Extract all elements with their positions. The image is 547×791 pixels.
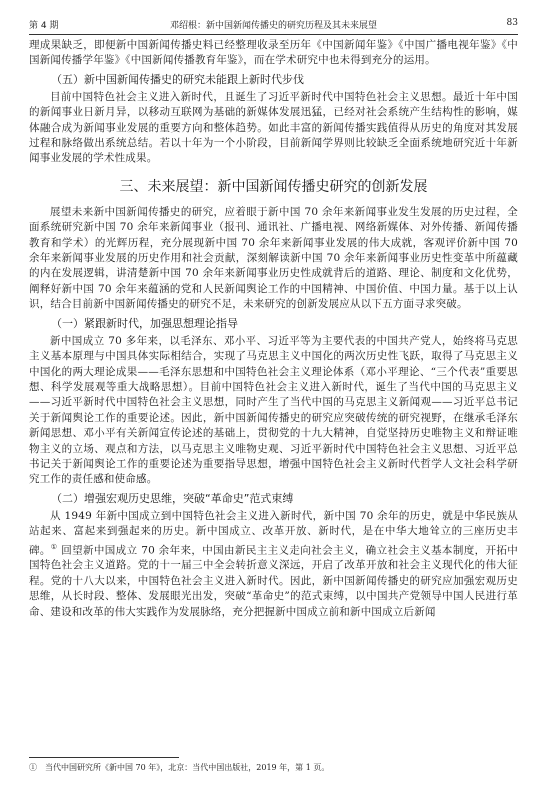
issue-number: 第 4 期 <box>29 21 59 31</box>
paragraph-continued: 理成果缺乏，即便新中国新闻传播史料已经整理收录至历年《中国新闻年鉴》《中国广播电视年鉴》《中国新闻传播学年鉴》《中国新闻传播教育年鉴》，而在学术研究中也未得到充分的运用。 <box>29 39 518 67</box>
running-header <box>29 14 518 35</box>
paragraph-2-part-a: 从 1949 年新中国成立到中国特色社会主义进入新时代，新中国 70 余年的历史，就是中华民族从站起来、富起来到强起来的历史。新中国成立、改革开放、新时代，是在中华大地耸立的三座历史丰碑。 <box>29 509 518 557</box>
paragraph-2-part-b: 回望新中国成立 70 余年来，中国由新民主主义走向社会主义，确立社会主义基本制度，开拓中国特色社会主义道路。党的十一届三中全会转折意义深远，开启了改革开放和社会主义现代化的伟大征程。党的十八大以来，中国特色社会主义进入新时代。因此，新中国新闻传播史的研究应加强宏观历史思维，从长时段、整体、发展眼光出发，突破“革命史”的范式束缚，以中国共产党领导中国人民进行革命、建设和改革的伟大实践作为发展脉络，充分把握新中国成立前和新中国成立后新闻 <box>29 544 518 618</box>
footnote-marker: ① <box>50 542 58 551</box>
subheading-2: （二）增强宏观历史思维，突破“革命史”范式束缚 <box>51 491 294 505</box>
subheading-1: （一）紧跟新时代，加强思想理论指导 <box>51 316 238 330</box>
paragraph-1: 新中国成立 70 多年来，以毛泽东、邓小平、习近平等为主要代表的中国共产党人，始终将马克思主义基本原理与中国具体实际相结合，实现了马克思主义中国化的两次历史性飞跃，取得了马克思主义中国化的两大理论成果——毛泽东思想和中国特色社会主义理论体系（邓小平理论、“三个代表”重要思想、科学发展观等重大战略思想）。目前中国特色社会主义进入新时代，诞生了当代中国的马克思主义——习近平新时代中国特色社会主义思想，同时产生了当代中国的马克思主义新闻观——习近平总书记关于新闻舆论工作的重要论述。因此，新中国新闻传播史的研究应突破传统的研究视野，在继承毛泽东新闻思想、邓小平有关新闻宣传论述的基础上，贯彻党的十九大精神，自觉坚持历史唯物主义和辩证唯物主义的立场、观点和方法，以马克思主义唯物史观、习近平新时代中国特色社会主义思想、习近平总书记关于新闻舆论工作的重要论述为重要指导思想，增强中国特色社会主义新时代哲学人文社会科学研究工作的责任感和使命感。 <box>29 334 518 486</box>
subheading-5: （五）新中国新闻传播史的研究未能跟上新时代步伐 <box>51 72 304 86</box>
page-number: 83 <box>506 18 518 28</box>
paragraph-2 <box>29 509 518 620</box>
running-title: 邓绍根：新中国新闻传播史的研究历程及其未来展望 <box>169 21 377 31</box>
paragraph-5: 目前中国特色社会主义进入新时代，且诞生了习近平新时代中国特色社会主义思想。最近十年中国的新闻事业日新月异，以移动互联网为基础的新媒体发展迅猛，已经对社会系统产生结构性的影响，媒体融合成为新闻事业发展的重要方向和整体趋势。如此丰富的新闻传播实践值得从历史的角度对其发展过程和脉络做出系统总结。若以十年为一个小阶段，目前新闻学界则比较缺乏全面系统地研究近十年新闻事业发展的学术性成果。 <box>29 90 518 165</box>
article-body <box>29 38 518 620</box>
footnote: ① 当代中国研究所《新中国 70 年》，北京：当代中国出版社，2019 年，第 1 页。 <box>29 763 330 772</box>
section-heading-3: 三、未来展望：新中国新闻传播史研究的创新发展 <box>119 178 428 195</box>
footnote-divider <box>29 757 179 758</box>
paragraph-intro: 展望未来新中国新闻传播史的研究，应着眼于新中国 70 余年来新闻事业发生发展的历史过程，全面系统研究新中国 70 余年来新闻事业（报刊、通讯社、广播电视、网络新媒体、对外传播、新闻传播教育和学术）的光辉历程，充分展现新中国 70 余年来新闻事业发展的伟大成就，客观评价新中国 70 余年来新闻事业发展的历史作用和社会贡献，深刻解读新中国 70 余年来新闻事业历史性变革中所蕴藏的内在发展逻辑，讲清楚新中国 70 余年来新闻事业历史性成就背后的道路、理论、制度和文化优势，阐释好新中国 70 余年来蕴涵的党和人民新闻舆论工作的中国精神、中国价值、中国力量。基于以上认识，结合目前新中国新闻传播史的研究不足，未来研究的创新发展应从以下五方面寻求突破。 <box>29 205 518 311</box>
